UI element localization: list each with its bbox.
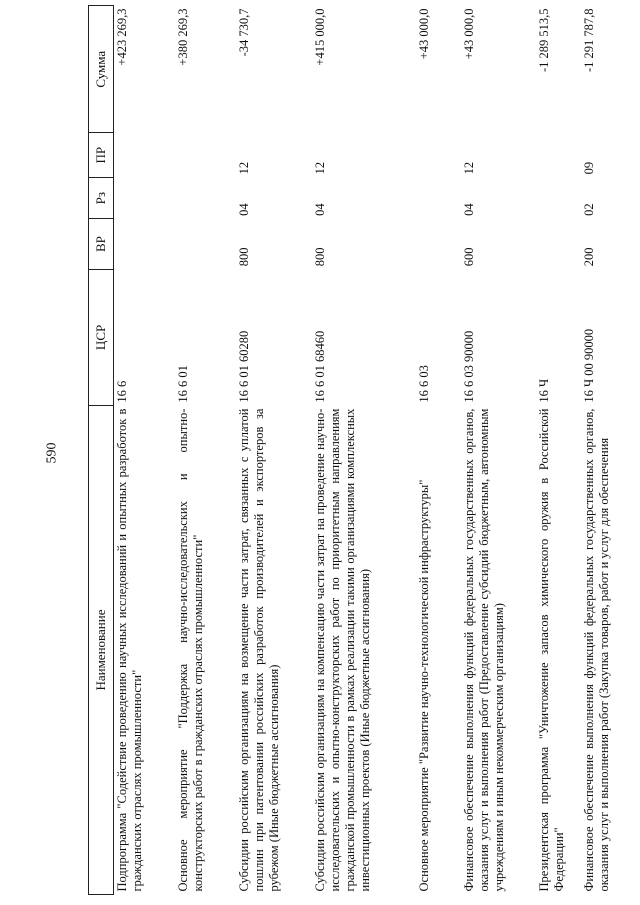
row-name: Президентская программа "Уничтожение запасов химического оружия в Российской Федерации" <box>536 408 566 892</box>
row-csr: 16 6 01 60280 <box>236 330 251 403</box>
row-sum: -34 730,7 <box>236 8 251 57</box>
row-sum: -1 289 513,5 <box>536 8 551 73</box>
row-vr: 200 <box>581 247 596 267</box>
row-rz: 04 <box>461 203 476 216</box>
table-row <box>312 6 416 895</box>
table-row <box>175 6 236 895</box>
row-csr: 16 6 03 <box>416 365 431 403</box>
row-name: Субсидии российским организациям на компенсацию части затрат на проведение научно-исследовательских и опытно-конструкторских работ по приоритетным направлениям гражданской промышленности в рамках реализации такими организациями комплексных инвестиционных проектов (Иные бюджетные ассигнования) <box>312 408 372 892</box>
header-vr: ВР <box>89 219 114 269</box>
row-csr: 16 Ч <box>536 378 551 403</box>
row-pr: 12 <box>236 161 251 175</box>
row-sum: +423 269,3 <box>115 8 129 66</box>
row-name: Основное мероприятие "Развитие научно-технологической инфраструктуры" <box>416 479 431 892</box>
budget-table-container <box>88 5 611 895</box>
row-rz: 04 <box>312 203 327 216</box>
row-rz <box>114 177 175 218</box>
row-rz <box>416 177 461 218</box>
table-row <box>236 6 312 895</box>
row-vr: 600 <box>461 247 476 267</box>
row-name: Основное мероприятие "Поддержка научно-исследовательских и опытно-конструкторских работ в гражданских отраслях промышленности" <box>175 408 205 892</box>
row-sum: +380 269,3 <box>175 8 190 66</box>
row-pr <box>175 133 236 177</box>
row-sum: -1 291 787,8 <box>581 8 596 73</box>
row-sum: +415 000,0 <box>312 8 327 66</box>
row-vr <box>416 219 461 269</box>
table-header-row <box>89 6 114 895</box>
row-vr <box>114 219 175 269</box>
row-sum: +43 000,0 <box>416 8 431 60</box>
header-rz: Рз <box>89 177 114 218</box>
row-vr: 800 <box>236 247 251 267</box>
budget-table <box>88 5 631 895</box>
page-number <box>40 438 64 468</box>
table-row <box>536 6 581 895</box>
row-csr: 16 Ч 00 90000 <box>581 328 596 403</box>
table-row <box>461 6 536 895</box>
page-number-text: 590 <box>44 442 59 464</box>
row-csr: 16 6 <box>115 380 129 403</box>
row-pr <box>536 133 581 177</box>
row-rz: 02 <box>581 203 596 216</box>
row-pr: 09 <box>581 161 596 175</box>
header-csr: ЦСР <box>89 269 114 405</box>
row-pr <box>416 133 461 177</box>
table-row <box>581 6 631 895</box>
row-name: Подпрограмма "Содействие проведению научных исследований и опытных разработок в гражданских отраслях промышленности" <box>115 408 144 892</box>
row-vr <box>175 219 236 269</box>
row-csr: 16 6 01 68460 <box>312 330 327 403</box>
row-pr <box>114 133 175 177</box>
table-row <box>416 6 461 895</box>
row-sum: +43 000,0 <box>461 8 476 60</box>
row-name: Финансовое обеспечение выполнения функций федеральных государственных органов, оказания услуг и выполнения работ (Закупка товаров, работ и услуг для обеспечения <box>581 408 611 892</box>
row-csr: 16 6 01 <box>175 365 190 403</box>
header-pr: ПР <box>89 133 114 177</box>
row-vr: 800 <box>312 247 327 267</box>
row-rz: 04 <box>236 203 251 216</box>
row-name: Субсидии российским организациям на возмещение части затрат, связанных с уплатой пошлин при патентовании российских разработок производителей и экспортеров за рубежом (Иные бюджетные ассигнования) <box>236 408 281 892</box>
table-row <box>114 6 175 895</box>
header-sum: Сумма <box>89 6 114 133</box>
row-rz <box>536 177 581 218</box>
header-name: Наименование <box>89 406 114 895</box>
row-csr: 16 6 03 90000 <box>461 330 476 403</box>
row-name: Финансовое обеспечение выполнения функций федеральных государственных органов, оказания услуг и выполнения работ (Предоставление субсидий бюджетным, автономным учреждениям и иным некоммерческим организациям) <box>461 408 506 892</box>
row-vr <box>536 219 581 269</box>
row-pr: 12 <box>312 161 327 175</box>
row-pr: 12 <box>461 161 476 175</box>
row-rz <box>175 177 236 218</box>
